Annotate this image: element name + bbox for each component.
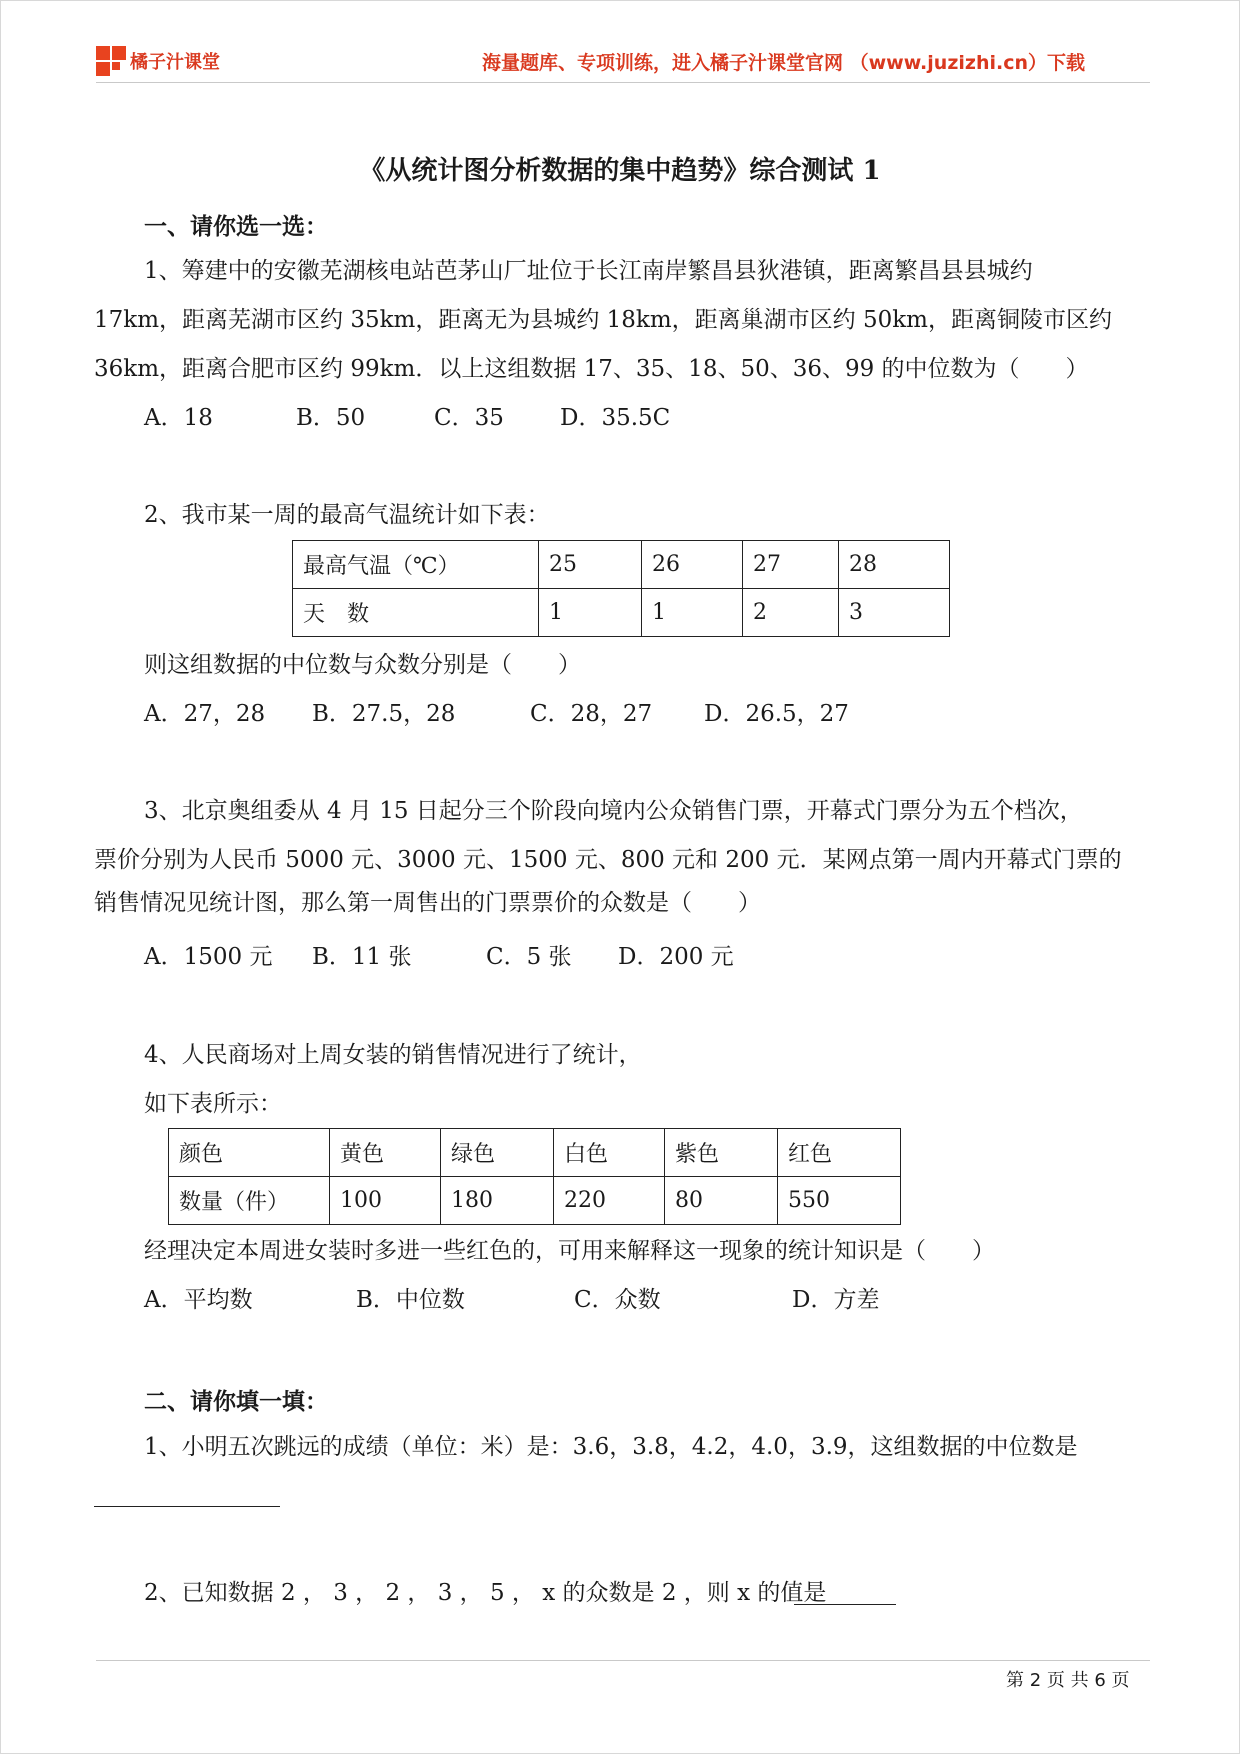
q3-line-1: 3、北京奥组委从 4 月 15 日起分三个阶段向境内公众销售门票，开幕式门票分为五个档次， [144, 798, 1083, 824]
table-row [169, 1177, 901, 1225]
page-number: 第 2 页 共 6 页 [1006, 1670, 1130, 1691]
q4-option-b[interactable]: B．中位数 [356, 1287, 465, 1313]
q1-option-d[interactable]: D．35.5C [560, 405, 671, 431]
q1-option-a[interactable]: A．18 [144, 405, 213, 431]
header-divider [96, 82, 1150, 83]
table-cell: 白色 [554, 1129, 665, 1177]
table-cell: 180 [441, 1177, 554, 1225]
table-cell: 1 [642, 589, 743, 637]
table-cell: 颜色 [169, 1129, 330, 1177]
table-cell: 绿色 [441, 1129, 554, 1177]
q4-option-a[interactable]: A．平均数 [144, 1287, 253, 1313]
q3-option-d[interactable]: D．200 元 [618, 944, 734, 970]
q2-option-a[interactable]: A．27，28 [144, 701, 266, 727]
q2-question: 则这组数据的中位数与众数分别是（ ） [144, 652, 581, 678]
table-cell: 100 [330, 1177, 441, 1225]
q3-line-3: 销售情况见统计图，那么第一周售出的门票票价的众数是（ ） [94, 890, 761, 916]
header-tagline-link[interactable]: 海量题库、专项训练，进入橘子汁课堂官网 （www.juzizhi.cn）下载 [482, 52, 1085, 74]
fill-q1: 1、小明五次跳远的成绩（单位：米）是：3.6，3.8，4.2，4.0，3.9，这组数据的中位数是 [144, 1434, 1078, 1460]
table-cell: 天 数 [293, 589, 539, 637]
q4-option-c[interactable]: C．众数 [574, 1287, 661, 1313]
table-cell: 紫色 [665, 1129, 778, 1177]
q2-option-b[interactable]: B．27.5，28 [312, 701, 456, 727]
footer-divider [96, 1660, 1150, 1661]
table-cell: 2 [743, 589, 839, 637]
table-cell: 黄色 [330, 1129, 441, 1177]
q2-stem: 2、我市某一周的最高气温统计如下表： [144, 502, 550, 528]
table-cell: 数量（件） [169, 1177, 330, 1225]
table-cell: 28 [839, 541, 950, 589]
temperature-table [292, 540, 950, 637]
table-row [169, 1129, 901, 1177]
table-cell: 1 [539, 589, 642, 637]
fill-q1-answer-blank[interactable] [94, 1506, 280, 1507]
table-cell: 80 [665, 1177, 778, 1225]
q4-question: 经理决定本周进女装时多进一些红色的，可用来解释这一现象的统计知识是（ ） [144, 1238, 995, 1264]
table-row [293, 589, 950, 637]
q3-option-c[interactable]: C．5 张 [486, 944, 572, 970]
table-cell: 220 [554, 1177, 665, 1225]
table-cell: 550 [778, 1177, 901, 1225]
section-heading-fill: 二、请你填一填： [144, 1388, 328, 1415]
fill-q2: 2、已知数据 2 ， 3 ， 2 ， 3 ， 5 ， x 的众数是 2 ，则 x 的值是 [144, 1580, 827, 1606]
logo-text: 橘子汁课堂 [130, 52, 220, 73]
table-cell: 25 [539, 541, 642, 589]
document-title: 《从统计图分析数据的集中趋势》综合测试 1 [359, 156, 881, 186]
q2-option-c[interactable]: C．28，27 [530, 701, 653, 727]
section-heading-choice: 一、请你选一选： [144, 213, 328, 240]
q4-stem-2: 如下表所示： [144, 1091, 282, 1117]
q1-line-3: 36km，距离合肥市区约 99km．以上这组数据 17、35、18、50、36、99 的中位数为（ ） [94, 356, 1089, 382]
table-cell: 27 [743, 541, 839, 589]
table-cell: 红色 [778, 1129, 901, 1177]
q1-line-1: 1、筹建中的安徽芜湖核电站芭茅山厂址位于长江南岸繁昌县狄港镇，距离繁昌县县城约 [144, 258, 1033, 284]
site-logo[interactable] [96, 44, 256, 78]
q4-option-d[interactable]: D．方差 [792, 1287, 880, 1313]
q4-stem: 4、人民商场对上周女装的销售情况进行了统计， [144, 1042, 642, 1068]
q3-line-2: 票价分别为人民币 5000 元、3000 元、1500 元、800 元和 200 元．某网点第一周内开幕式门票的 [94, 847, 1122, 873]
fill-q2-answer-blank[interactable] [794, 1604, 896, 1605]
q1-option-c[interactable]: C．35 [434, 405, 504, 431]
logo-icon [96, 46, 126, 76]
table-row [293, 541, 950, 589]
q3-option-b[interactable]: B．11 张 [312, 944, 412, 970]
table-cell: 3 [839, 589, 950, 637]
q3-option-a[interactable]: A．1500 元 [144, 944, 273, 970]
table-cell: 最高气温（℃） [293, 541, 539, 589]
q1-option-b[interactable]: B．50 [296, 405, 366, 431]
q2-option-d[interactable]: D．26.5，27 [704, 701, 849, 727]
clothing-sales-table [168, 1128, 901, 1225]
table-cell: 26 [642, 541, 743, 589]
q1-line-2: 17km，距离芜湖市区约 35km，距离无为县城约 18km，距离巢湖市区约 50km，距离铜陵市区约 [94, 307, 1112, 333]
